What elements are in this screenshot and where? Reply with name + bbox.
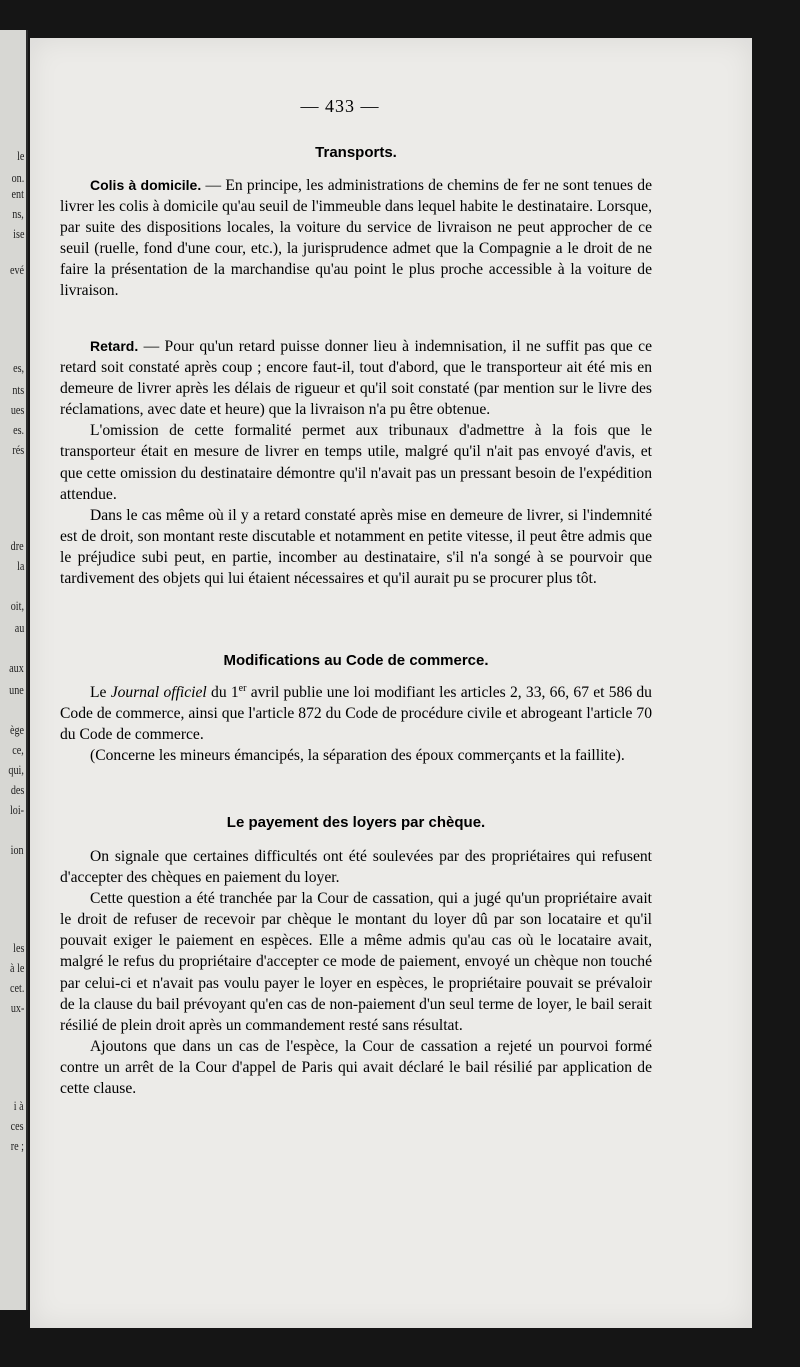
margin-fragment: ent <box>11 186 24 201</box>
run-in-retard: Retard. <box>90 338 139 354</box>
code-commerce-paragraph-2: (Concerne les mineurs émancipés, la séparation des époux commerçants et la faillite). <box>90 747 625 765</box>
margin-fragment: ise <box>12 226 24 241</box>
section-transports <box>60 144 652 161</box>
margin-fragment: les <box>12 940 24 955</box>
margin-fragment: cet. <box>9 980 24 995</box>
margin-fragment: à le <box>9 960 24 975</box>
section-title-transports: Transports. <box>315 144 397 161</box>
margin-fragment: le <box>16 148 24 163</box>
margin-fragment: dre <box>11 538 24 553</box>
retard-text: — Pour qu'un retard puisse donner lieu à indemnisation, il ne suffit pas que ce retard soit constaté après coup ; encore faut-il, tout d'abord, que le transporteur ait été mis en demeure de livrer après les délais de rigueur et qu'il soit constaté (par mention sur le livre des réclamations, avec date et heure) que la livraison n'a pu être obtenue. <box>60 338 652 419</box>
margin-fragment: es, <box>13 360 24 375</box>
section-title-code-commerce: Modifications au Code de commerce. <box>223 652 489 669</box>
margin-fragment: es. <box>13 422 24 437</box>
margin-fragment: on. <box>11 170 24 185</box>
margin-fragment: evé <box>9 262 24 277</box>
margin-fragment: loi- <box>9 802 24 817</box>
margin-fragment: ces <box>11 1118 24 1133</box>
journal-officiel: Journal officiel <box>110 684 207 701</box>
paragraph-code-commerce: Le Journal officiel du 1er avril publie une loi modifiant les articles 2, 33, 66, 67 et 586 du Code de commerce, ainsi que l'article 872 du Code de procédure civile et abrogeant l'article 70 du Code de commerce. (Concerne les mineurs émancipés, la séparation des époux commerçants et la faillite). <box>60 682 652 766</box>
margin-fragment: au <box>14 620 24 635</box>
margin-fragment: oit, <box>10 598 24 613</box>
margin-fragment: qui, <box>8 762 24 777</box>
run-in-colis: Colis à domicile. <box>90 177 202 193</box>
margin-fragment: ux- <box>10 1000 24 1015</box>
colis-text: — En principe, les administrations de chemins de fer ne sont tenues de livrer les colis à domicile qu'au seuil de l'immeuble dans lequel habite le destinataire. Lorsque, par suite des dispositions locales, la voiture du service de livraison ne peut approcher de ce seuil (ruelle, fond d'une cour, etc.), la jurisprudence admet que la Compagnie a le droit de ne faire la présentation de la marchandise qu'au point le plus proche accessible à la voiture de livraison. <box>60 177 652 300</box>
margin-fragment: des <box>10 782 24 797</box>
adjacent-page-edge <box>0 30 28 1310</box>
section-code-commerce <box>60 652 652 669</box>
loyers-paragraph-2: Cette question a été tranchée par la Cour de cassation, qui a jugé qu'un propriétaire avait le droit de refuser de recevoir par chèque le montant du loyer dû par son locataire et qu'il pouvait exiger le paiement en espèces. Elle a même admis qu'au cas où le locataire avait, malgré le refus du propriétaire d'accepter ce mode de paiement, envoyé un chèque non touché par celui-ci et n'avait pas voulu payer le loyer en espèces, le propriétaire pouvait se prévaloir de la clause du bail prévoyant qu'en cas de non-paiement d'un seul terme de loyer, le bail serait résilié de plein droit après un commandement resté sans résultat. <box>60 890 652 1034</box>
margin-fragment: rés <box>12 442 24 457</box>
retard-paragraph-2: L'omission de cette formalité permet aux tribunaux d'admettre à la fois que le transporteur était en mesure de livrer en temps utile, malgré qu'il n'ait pas envoyé d'avis, et que cette omission du destinataire démontre qu'il n'avait pas un pressant besoin de l'expédition attendue. <box>60 422 652 503</box>
margin-fragment: re ; <box>10 1138 24 1153</box>
section-loyers <box>60 814 652 831</box>
loyers-paragraph-3: Ajoutons que dans un cas de l'espèce, la Cour de cassation a rejeté un pourvoi formé contre un arrêt de la Cour d'appel de Paris qui avait déclaré le bail résilié par application de cette clause. <box>60 1037 652 1098</box>
paragraph-colis <box>60 175 652 302</box>
margin-fragment: i à <box>14 1098 24 1113</box>
margin-fragment: ion <box>11 842 24 857</box>
margin-fragment: ns, <box>12 206 24 221</box>
margin-fragment: ège <box>9 722 24 737</box>
margin-fragment: la <box>16 558 24 573</box>
margin-fragment: ues <box>10 402 24 417</box>
margin-fragment: nts <box>12 382 24 397</box>
page-number: — 433 — <box>300 96 380 116</box>
loyers-paragraph-1: On signale que certaines difficultés ont été soulevées par des propriétaires qui refusent d'accepter des chèques en paiement du loyer. <box>60 848 652 887</box>
paragraph-retard <box>60 336 652 589</box>
section-title-loyers: Le payement des loyers par chèque. <box>226 814 486 831</box>
margin-fragment: ce, <box>12 742 24 757</box>
margin-fragment: aux <box>9 660 24 675</box>
document-page <box>30 38 752 1328</box>
retard-paragraph-3: Dans le cas même où il y a retard constaté après mise en demeure de livrer, si l'indemnité est de droit, son montant reste discutable et notamment en petite vitesse, il peut être admis que le préjudice subi peut, en partie, incomber au destinataire, s'il n'a songé à se pourvoir que tardivement des objets qui lui étaient nécessaires et qu'il aurait pu se procurer plus tôt. <box>60 506 652 588</box>
margin-fragment: une <box>9 682 24 697</box>
paragraph-loyers <box>60 846 652 1099</box>
